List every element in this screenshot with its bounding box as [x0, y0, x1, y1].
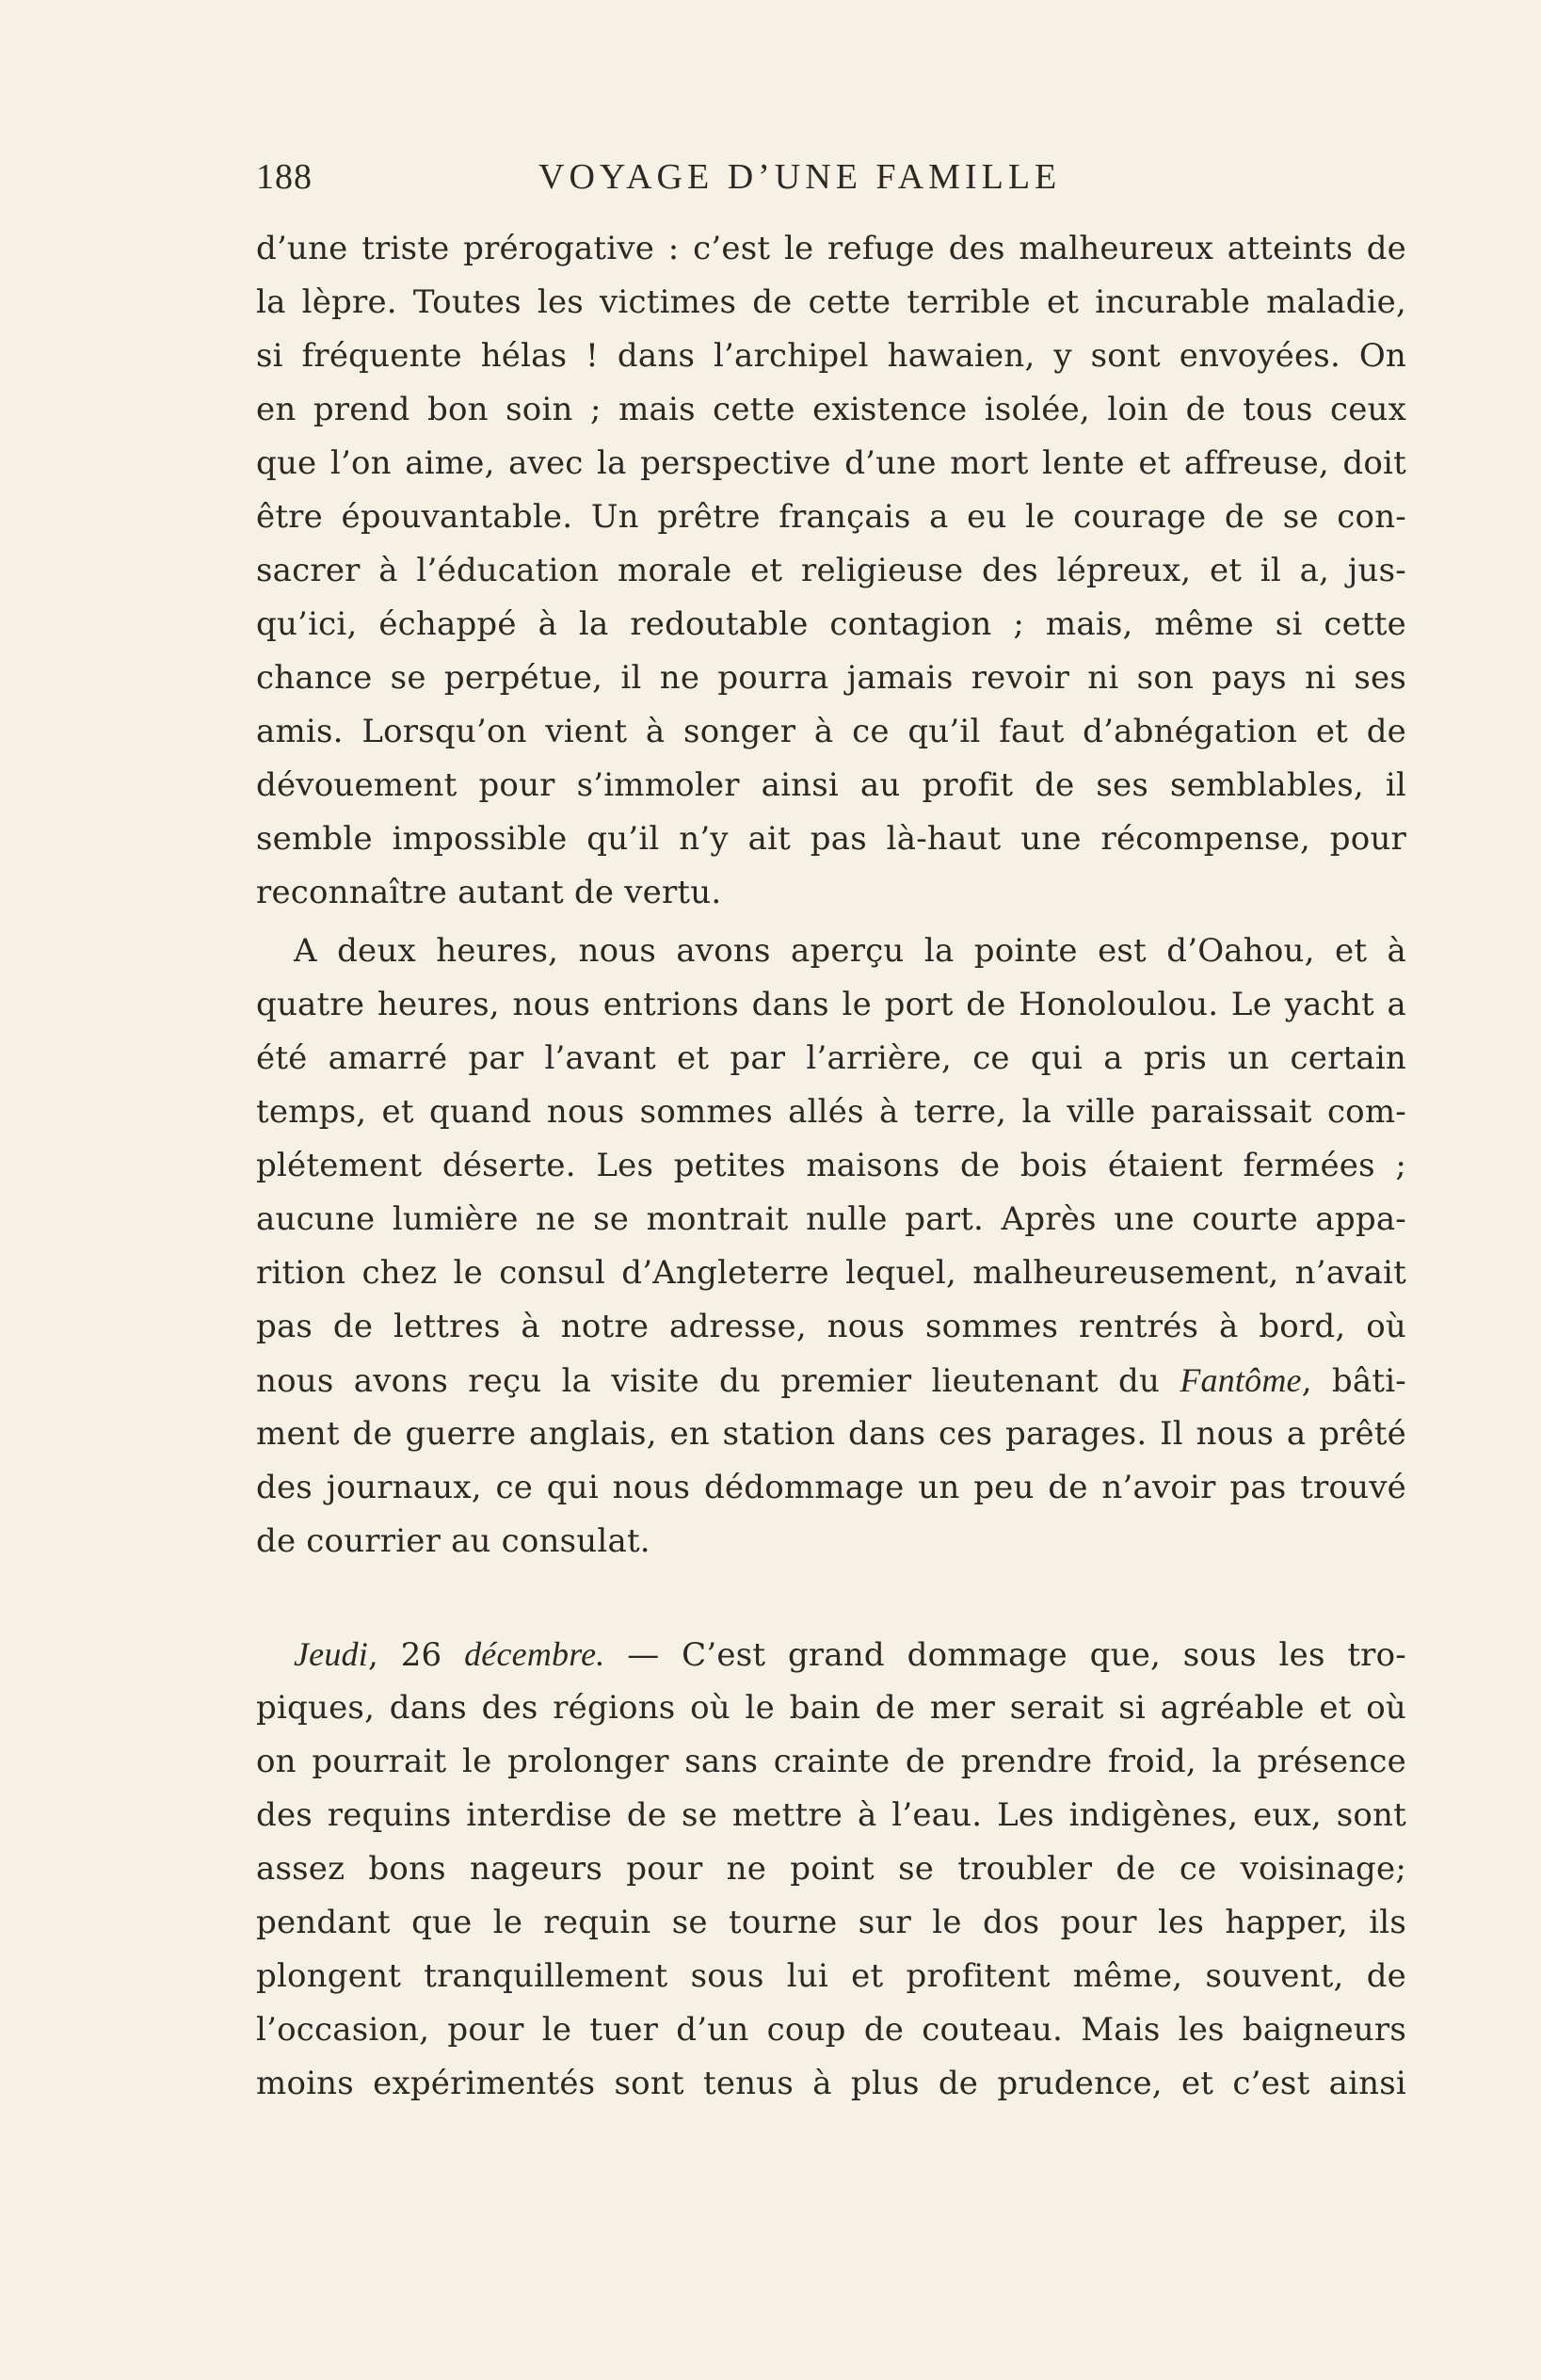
text-line: d’une triste prérogative : c’est le refuge des malheureux atteints de	[256, 230, 1406, 267]
text-line: pendant que le requin se tourne sur le dos pour les happer, ils	[256, 1904, 1406, 1941]
text-line: aucune lumière ne se montrait nulle part. Après une courte appa-	[256, 1200, 1406, 1238]
text-line: des journaux, ce qui nous dédommage un peu de n’avoir pas trouvé	[256, 1469, 1406, 1506]
page-header	[256, 149, 1406, 205]
text-line: assez bons nageurs pour ne point se troubler de ce voisinage;	[256, 1850, 1406, 1888]
text-line: quatre heures, nous entrions dans le port de Honoloulou. Le yacht a	[256, 986, 1406, 1023]
text-line: plétement déserte. Les petites maisons de bois étaient fermées ;	[256, 1147, 1406, 1184]
text-line: la lèpre. Toutes les victimes de cette terrible et incurable maladie,	[256, 283, 1406, 321]
text-line: des requins interdise de se mettre à l’eau. Les indigènes, eux, sont	[256, 1796, 1406, 1834]
text-line	[256, 1354, 1406, 1407]
text-line: qu’ici, échappé à la redoutable contagion ; mais, même si cette	[256, 605, 1406, 643]
line-text: — C’est grand dommage que, sous les tro-	[604, 1636, 1406, 1674]
paragraph-3	[256, 1628, 1406, 2111]
text-line: reconnaître autant de vertu.	[256, 874, 722, 911]
text-line: l’occasion, pour le tuer d’un coup de couteau. Mais les baigneurs	[256, 2011, 1406, 2049]
text-line: que l’on aime, avec la perspective d’une mort lente et affreuse, doit	[256, 444, 1406, 482]
text-line: on pourrait le prolonger sans crainte de prendre froid, la présence	[256, 1743, 1406, 1780]
page-number: 188	[256, 157, 313, 197]
text-line: moins expérimentés sont tenus à plus de prudence, et c’est ainsi	[256, 2065, 1406, 2102]
paragraph-1	[256, 222, 1406, 920]
paragraph-2	[256, 925, 1406, 1568]
text-line: temps, et quand nous sommes allés à terre, la ville paraissait com-	[256, 1093, 1406, 1131]
text-line: plongent tranquillement sous lui et profitent même, souvent, de	[256, 1957, 1406, 1995]
line-text: , bâti-	[1301, 1362, 1406, 1400]
line-text: nous avons reçu la visite du premier lieutenant du	[256, 1362, 1180, 1400]
text-line: chance se perpétue, il ne pourra jamais revoir ni son pays ni ses	[256, 659, 1406, 697]
text-line: dévouement pour s’immoler ainsi au profit de ses semblables, il	[256, 766, 1406, 804]
text-line: de courrier au consulat.	[256, 1522, 650, 1560]
text-line: piques, dans des régions où le bain de mer serait si agréable et où	[256, 1689, 1406, 1727]
date-month-italic: décembre.	[464, 1635, 605, 1673]
running-head: VOYAGE D’UNE FAMILLE	[538, 157, 1062, 197]
date-day-italic: Jeudi	[294, 1635, 368, 1673]
text-line: rition chez le consul d’Angleterre lequel, malheureusement, n’avait	[256, 1254, 1406, 1292]
text-line: semble impossible qu’il n’y ait pas là-haut une récompense, pour	[256, 820, 1406, 858]
text-line: être épouvantable. Un prêtre français a eu le courage de se con-	[256, 498, 1406, 536]
text-line: été amarré par l’avant et par l’arrière, ce qui a pris un certain	[256, 1039, 1406, 1077]
text-line: amis. Lorsqu’on vient à songer à ce qu’il faut d’abnégation et de	[256, 713, 1406, 750]
text-line: sacrer à l’éducation morale et religieuse des lépreux, et il a, jus-	[256, 552, 1406, 589]
text-line: A deux heures, nous avons aperçu la pointe est d’Oahou, et à	[294, 932, 1406, 970]
text-line: si fréquente hélas ! dans l’archipel hawaien, y sont envoyées. On	[256, 337, 1406, 375]
ship-name-italic: Fantôme	[1180, 1361, 1302, 1399]
text-line: en prend bon soin ; mais cette existence isolée, loin de tous ceux	[256, 391, 1406, 428]
text-line: ment de guerre anglais, en station dans ces parages. Il nous a prêté	[256, 1415, 1406, 1453]
date-separator: , 26	[367, 1636, 465, 1674]
text-line: pas de lettres à notre adresse, nous sommes rentrés à bord, où	[256, 1308, 1406, 1345]
text-line	[256, 1628, 1406, 1681]
